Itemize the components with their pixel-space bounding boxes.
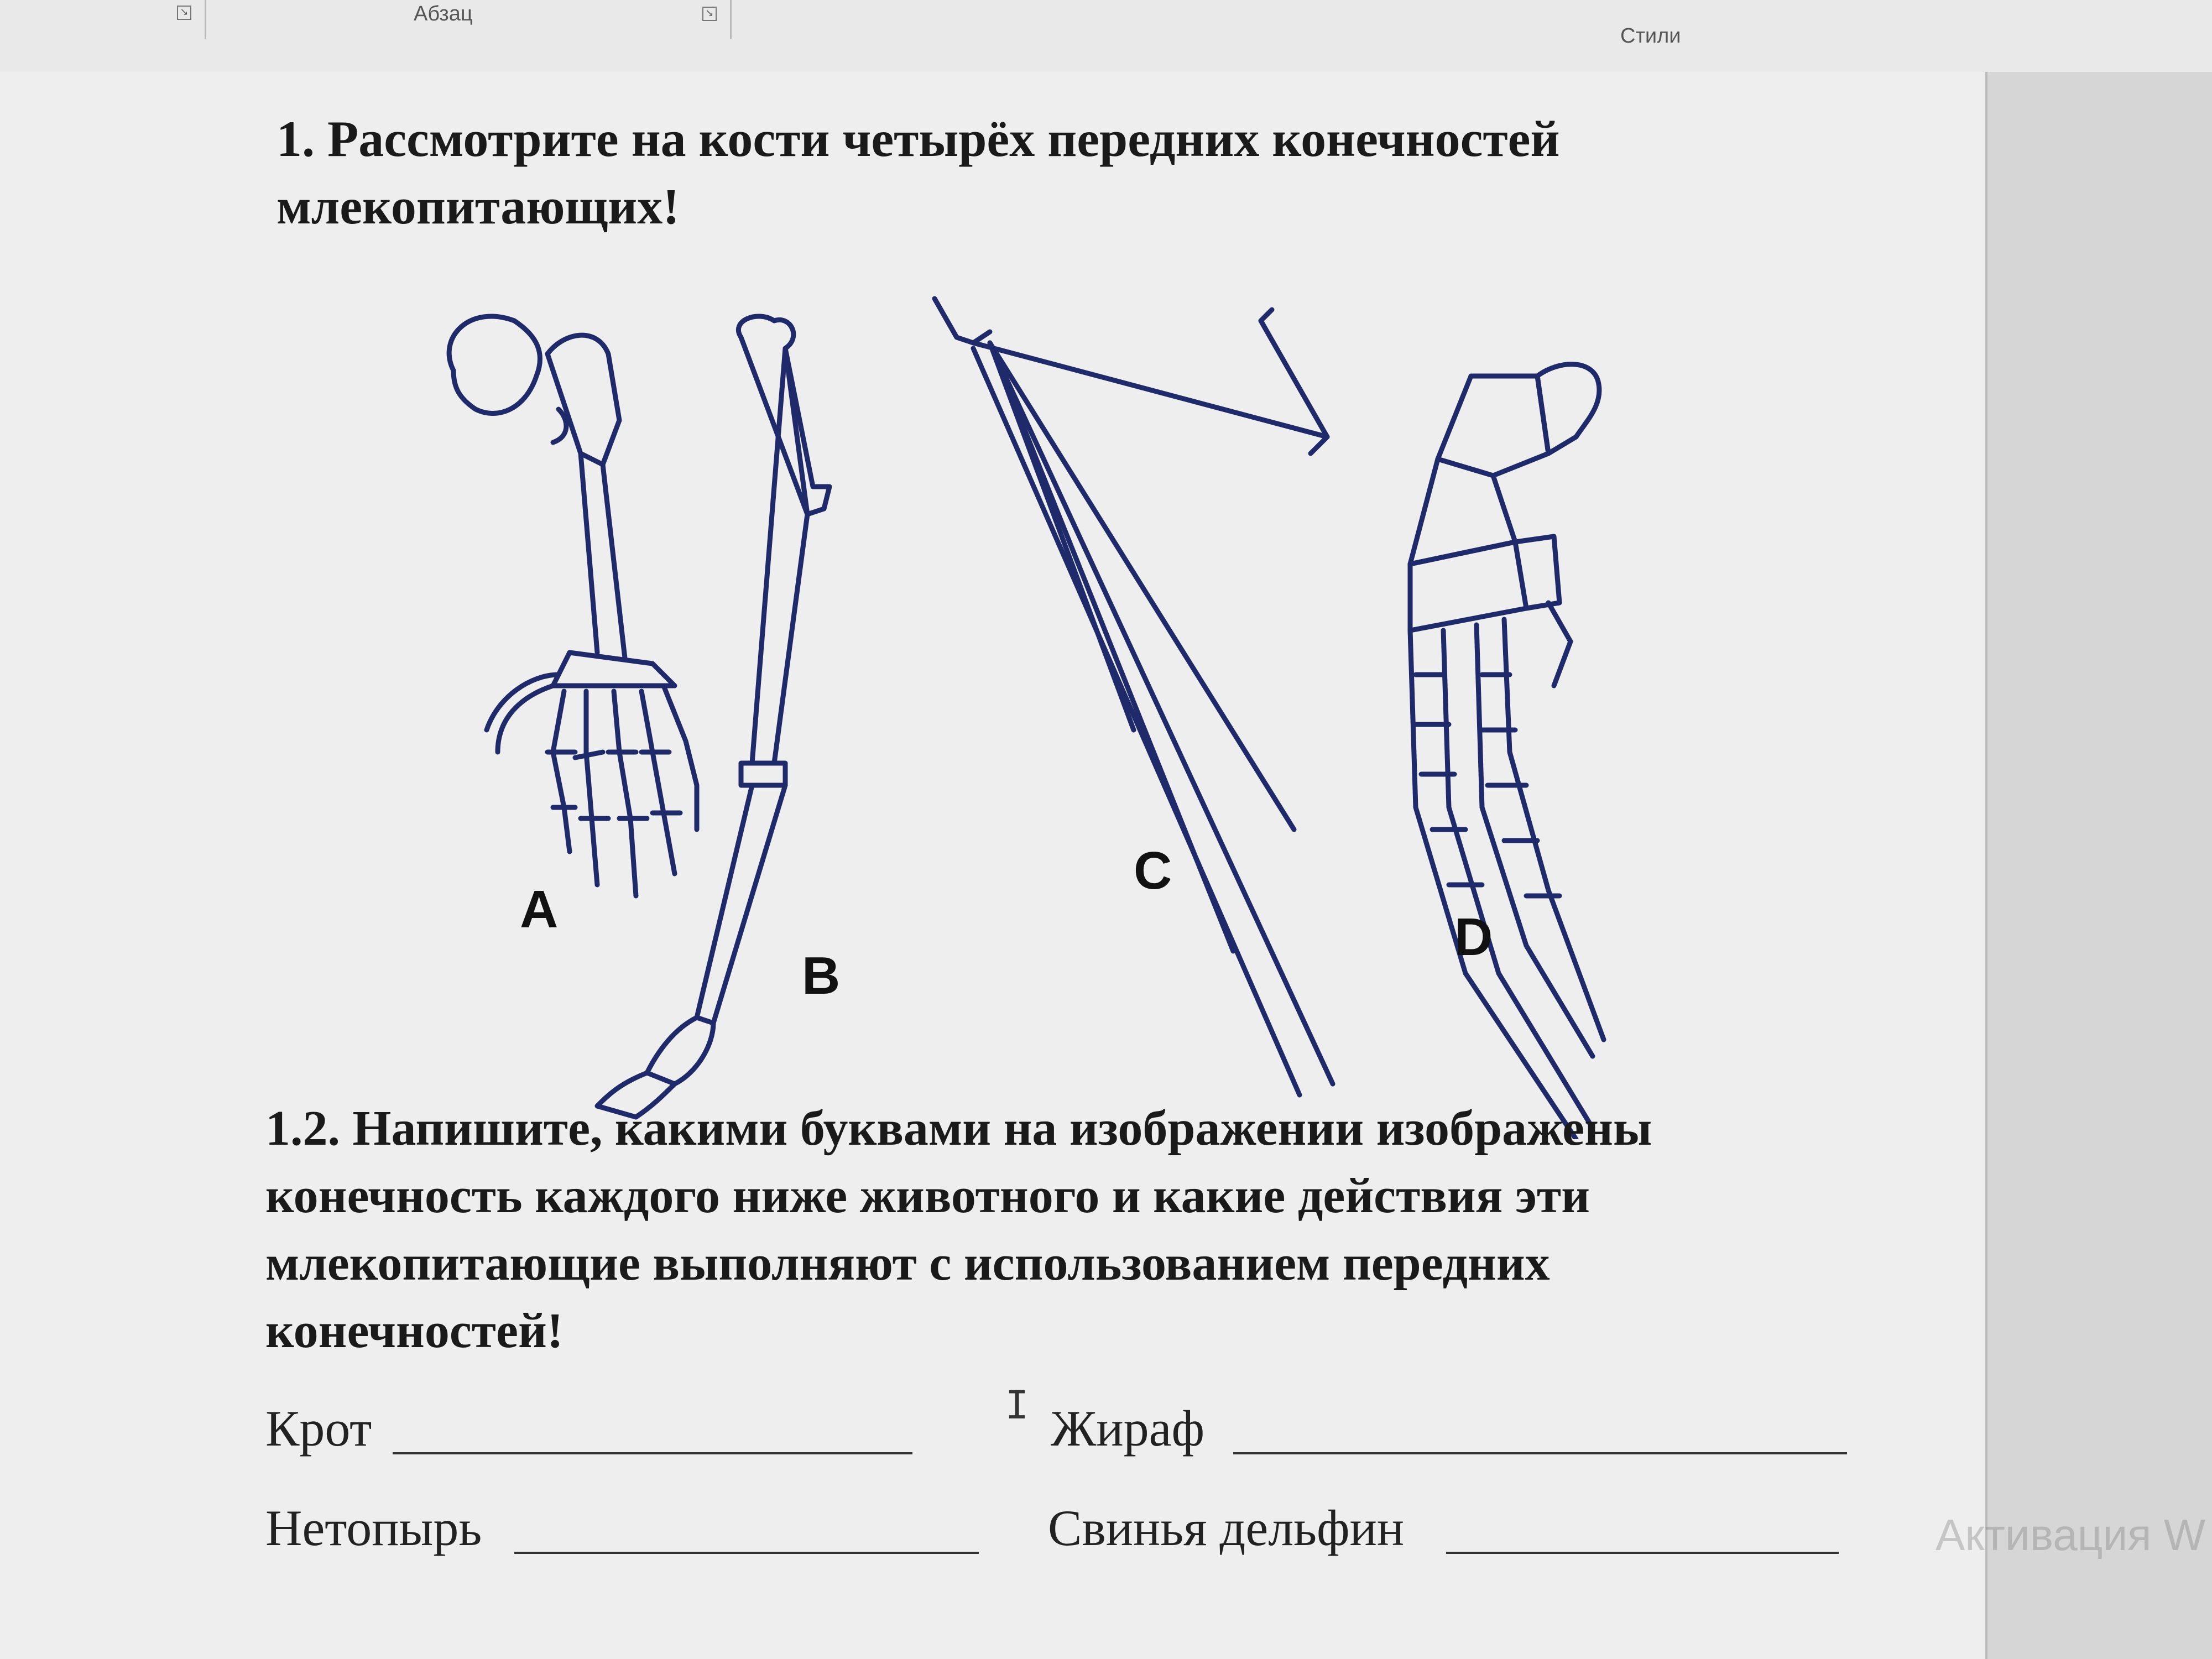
limb-label-c: C: [1134, 841, 1172, 900]
ribbon-separator: [205, 0, 206, 39]
limb-c-drawing: [935, 299, 1333, 1095]
answer-bat-label: Нетопырь: [265, 1500, 482, 1556]
answer-bat-blank[interactable]: [514, 1552, 979, 1554]
subquestion-text: 1.2. Напишите, какими буквами на изображении изображены конечность каждого ниже животного и какие действия эти млекопитающие выполняют с использованием передних конечностей!: [265, 1101, 1652, 1358]
answer-giraffe-blank[interactable]: [1233, 1452, 1847, 1454]
answer-mole-blank[interactable]: [393, 1452, 912, 1454]
answer-dolphin-label: Свинья дельфин: [1048, 1500, 1405, 1556]
limb-label-a: A: [520, 880, 559, 939]
ribbon-separator: [730, 0, 732, 39]
answer-giraffe-row: [1051, 1399, 1858, 1465]
answer-giraffe-label: Жираф: [1051, 1400, 1205, 1457]
activation-watermark: Активация W: [1936, 1510, 2206, 1559]
limb-b-drawing: [597, 316, 830, 1117]
answer-dolphin-row: [1048, 1499, 1855, 1565]
ribbon: [0, 0, 2212, 74]
answer-mole-row: [265, 1399, 951, 1465]
font-group-launcher-icon[interactable]: ↘: [177, 6, 191, 20]
document-margin-area: [1985, 72, 2212, 1659]
limb-a-drawing: [449, 316, 697, 896]
answer-mole-label: Крот: [265, 1400, 372, 1457]
text-cursor-icon: I: [1005, 1383, 1029, 1428]
answer-dolphin-blank[interactable]: [1446, 1552, 1839, 1554]
limb-label-d: D: [1454, 907, 1493, 967]
document-page[interactable]: [0, 72, 1985, 1659]
paragraph-group-label: Абзац: [414, 2, 473, 25]
limb-d-drawing: [1410, 364, 1604, 1139]
limb-bones-figure: [387, 254, 1714, 1139]
limb-skeletons-drawing: [387, 254, 1714, 1139]
paragraph-group-launcher-icon[interactable]: ↘: [702, 7, 717, 21]
answer-bat-row: [265, 1499, 1006, 1565]
limb-label-b: B: [802, 946, 841, 1005]
question-title: 1. Рассмотрите на кости четырёх передних конечностей млекопитающих!: [276, 111, 1560, 234]
styles-group-label: Стили: [1620, 24, 1681, 48]
